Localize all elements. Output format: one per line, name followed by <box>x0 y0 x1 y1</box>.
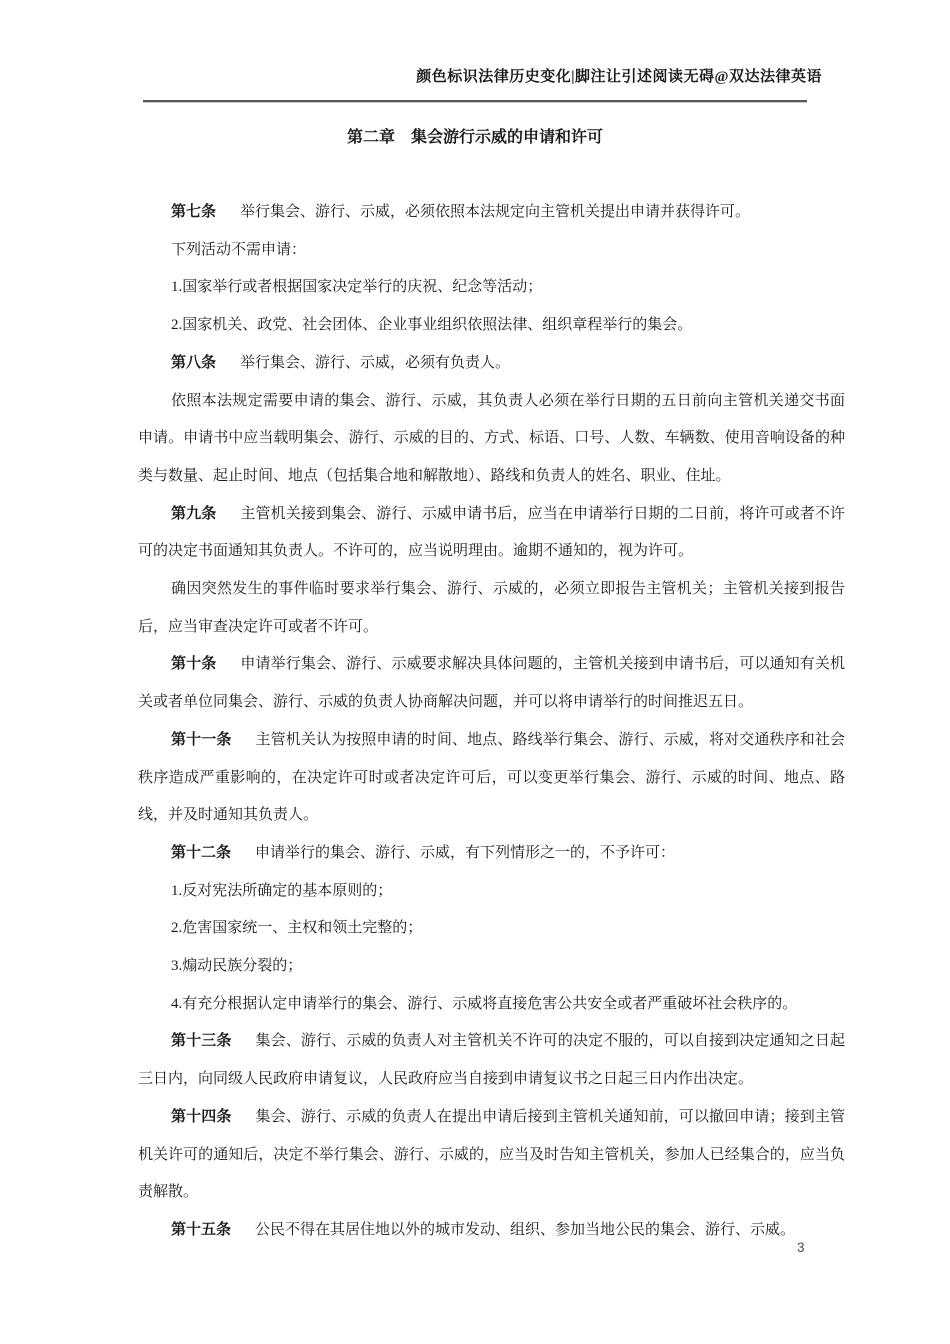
paragraph-text: 2.危害国家统一、主权和领土完整的； <box>171 920 423 937</box>
paragraph <box>138 232 845 270</box>
paragraph <box>138 383 845 496</box>
paragraph-text: 4.有充分根据认定申请举行的集会、游行、示威将直接危害公共安全或者严重破坏社会秩序的。 <box>171 995 798 1012</box>
paragraph-text: 下列活动不需申请： <box>171 241 307 258</box>
paragraph-text: 2.国家机关、政党、社会团体、企业事业组织依照法律、组织章程举行的集会。 <box>171 317 693 334</box>
article-label: 第八条 <box>171 354 217 371</box>
paragraph <box>138 910 845 948</box>
paragraph-text: 举行集会、游行、示威，必须依照本法规定向主管机关提出申请并获得许可。 <box>240 204 751 220</box>
paragraph <box>138 1212 845 1250</box>
header-note: 颜色标识法律历史变化|脚注让引述阅读无碍@双达法律英语 <box>416 69 822 85</box>
article-label: 第十五条 <box>171 1221 232 1238</box>
article-label: 第十一条 <box>171 731 232 748</box>
paragraph <box>138 307 845 345</box>
paragraph <box>138 1099 845 1212</box>
paragraph <box>138 948 845 986</box>
paragraph <box>138 496 845 571</box>
article-label: 第十二条 <box>171 844 232 861</box>
article-label: 第七条 <box>171 204 217 220</box>
paragraph-text: 确因突然发生的事件临时要求举行集会、游行、示威的，必须立即报告主管机关；主管机关接到报告后，应当审查决定许可或者不许可。 <box>138 581 845 635</box>
paragraph-text: 公民不得在其居住地以外的城市发动、组织、参加当地公民的集会、游行、示威。 <box>255 1221 796 1238</box>
paragraph <box>138 345 845 383</box>
paragraph <box>138 571 845 646</box>
paragraph-text: 1.国家举行或者根据国家决定举行的庆祝、纪念等活动； <box>171 279 543 296</box>
paragraph-text: 3.煽动民族分裂的； <box>171 958 303 975</box>
article-label: 第十四条 <box>171 1108 232 1125</box>
paragraph <box>138 986 845 1024</box>
paragraph <box>138 269 845 307</box>
paragraph-text: 举行集会、游行、示威，必须有负责人。 <box>240 354 511 371</box>
paragraph-text: 主管机关认为按照申请的时间、地点、路线举行集会、游行、示威，将对交通秩序和社会秩序造成严重影响的，在决定许可时或者决定许可后，可以变更举行集会、游行、示威的时间、地点、路线，并及时通知其负责人。 <box>138 731 845 824</box>
paragraph-text: 申请举行集会、游行、示威要求解决具体问题的，主管机关接到申请书后，可以通知有关机关或者单位同集会、游行、示威的负责人协商解决问题，并可以将申请举行的时间推迟五日。 <box>138 656 845 711</box>
page-content <box>138 0 845 1250</box>
paragraph-text: 1.反对宪法所确定的基本原则的； <box>171 882 393 899</box>
document-body <box>138 194 845 1250</box>
paragraph <box>138 194 845 232</box>
paragraph-text: 集会、游行、示威的负责人在提出申请后接到主管机关通知前，可以撤回申请；接到主管机关许可的通知后，决定不举行集会、游行、示威的，应当及时告知主管机关，参加人已经集合的，应当负责解散。 <box>138 1108 845 1201</box>
paragraph <box>138 1023 845 1098</box>
paragraph <box>138 873 845 911</box>
paragraph-text: 集会、游行、示威的负责人对主管机关不许可的决定不服的，可以自接到决定通知之日起三日内，向同级人民政府申请复议，人民政府应当自接到申请复议书之日起三日内作出决定。 <box>138 1033 845 1088</box>
paragraph <box>138 646 845 721</box>
paragraph-text: 依照本法规定需要申请的集会、游行、示威，其负责人必须在举行日期的五日前向主管机关递交书面申请。申请书中应当载明集会、游行、示威的目的、方式、标语、口号、人数、车辆数、使用音响设备的种类与数量、起止时间、地点（包括集合地和解散地）、路线和负责人的姓名、职业、住址。 <box>138 392 845 484</box>
chapter-title: 第二章 集会游行示威的申请和许可 <box>346 129 603 146</box>
page-number: 3 <box>797 1240 805 1255</box>
paragraph <box>138 835 845 873</box>
paragraph-text: 主管机关接到集会、游行、示威申请书后，应当在申请举行日期的二日前，将许可或者不许可的决定书面通知其负责人。不许可的，应当说明理由。逾期不通知的，视为许可。 <box>138 505 845 560</box>
article-label: 第九条 <box>171 505 217 522</box>
header-divider-rule <box>143 100 807 102</box>
article-label: 第十三条 <box>171 1033 232 1050</box>
article-label: 第十条 <box>171 656 217 673</box>
paragraph-text: 申请举行的集会、游行、示威，有下列情形之一的，不予许可： <box>255 844 676 861</box>
paragraph <box>138 722 845 835</box>
